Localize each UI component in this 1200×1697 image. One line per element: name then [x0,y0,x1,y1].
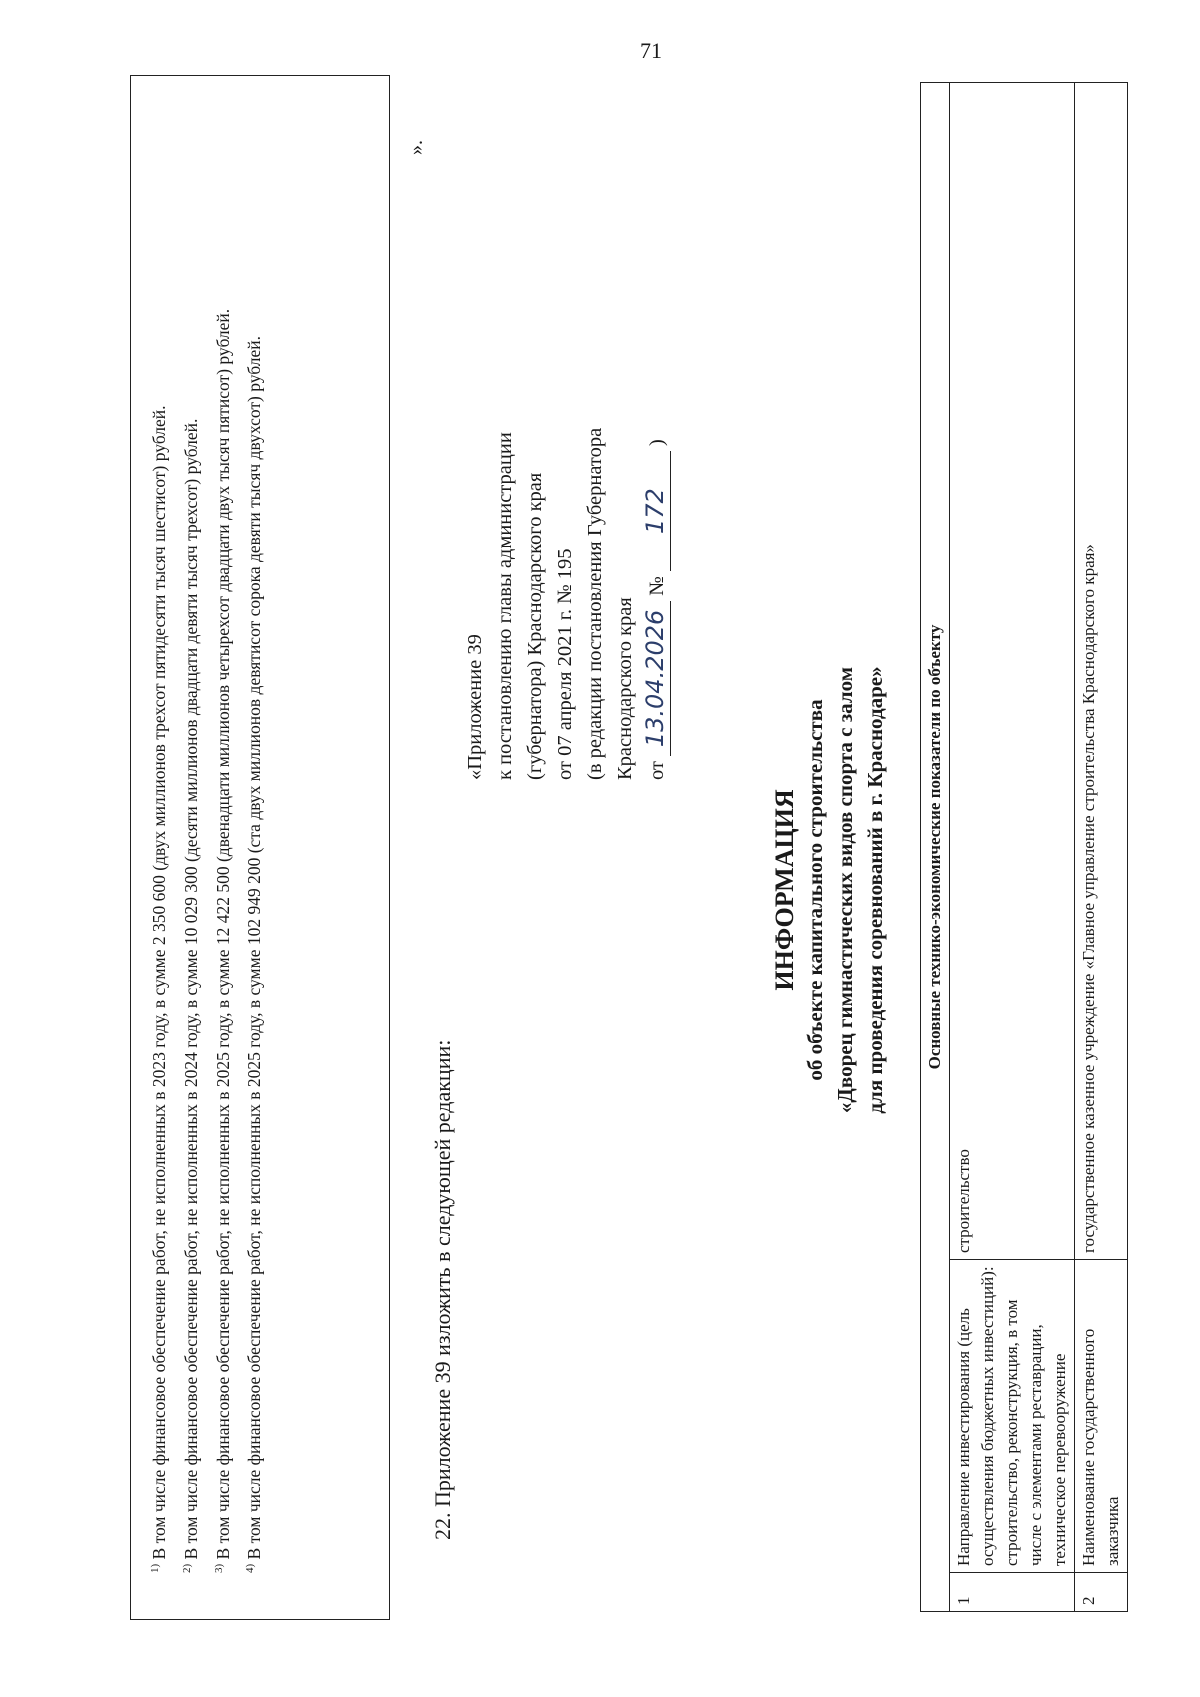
table-row [1075,83,1128,1612]
appendix-line: (в редакции постановления Губернатора [584,427,606,780]
indicators-table [920,82,1128,1612]
appendix-line: Краснодарского края [614,597,636,780]
closing-quote: ». [405,140,427,155]
title-line: об объекте капитального строительства [803,699,827,1081]
appendix-line: (губернатора) Краснодарского края [524,472,546,780]
footnote-2: $^{2)}$ В том числе финансовое обеспечение работ, не исполненных в 2024 году, в сумме 10 029 300 (десяти миллионов двадцати девяти тысяч трехсот) рублей. [180,418,201,1573]
appendix-line: «Приложение 39 [464,634,486,780]
row-value: строительство [950,83,1075,1260]
document-title [770,340,890,1440]
appendix-header [460,60,672,780]
handwritten-number: 172 [640,451,671,571]
footnote-4: $^{4)}$ В том числе финансовое обеспечение работ, не исполненных в 2025 году, в сумме 102 949 200 (ста двух миллионов девятисот сорока девяти тысяч двухсот) рублей. [244,335,265,1573]
footnote-3: $^{3)}$ В том числе финансовое обеспечение работ, не исполненных в 2025 году, в сумме 12 422 500 (двенадцати миллионов четырехсот двадцати двух тысяч пятисот) рублей. [212,308,233,1573]
appendix-line: от 07 апреля 2021 г. № 195 [554,548,576,780]
title-line: для проведения соревнований в г. Краснодаре» [863,666,887,1114]
row-number: 1 [950,1573,1075,1612]
footnote-1: $^{1)}$ В том числе финансовое обеспечение работ, не исполненных в 2023 году, в сумме 2 350 600 (двух миллионов трехсот пятидесяти тысяч шестисот) рублей. [148,405,169,1573]
table-header: Основные технико-экономические показатели по объекту [921,83,950,1612]
title-main: ИНФОРМАЦИЯ [770,789,799,991]
row-label: Наименование государственного заказчика [1075,1260,1128,1573]
table-row [950,83,1075,1612]
item-22-text: 22. Приложение 39 изложить в следующей редакции: [430,1039,455,1540]
handwritten-date: 13.04.2026 [640,601,671,756]
appendix-line: к постановлению главы администрации [494,432,516,780]
row-number: 2 [1075,1573,1128,1612]
rotated-content [130,80,1180,1620]
appendix-date-number-line: от 13.04.2026 № 172 ) [641,439,669,780]
row-label: Направление инвестирования (цель осуществления бюджетных инвестиций): строительство, реконструкция, в том числе с элементами реставрации, техническое перевооружение [950,1260,1075,1573]
row-value: государственное казенное учреждение «Главное управление строительства Краснодарского края» [1075,83,1128,1260]
page-number: 71 [640,38,662,63]
title-line: «Дворец гимнастических видов спорта с залом [833,666,857,1114]
footnotes-box [130,75,390,1620]
